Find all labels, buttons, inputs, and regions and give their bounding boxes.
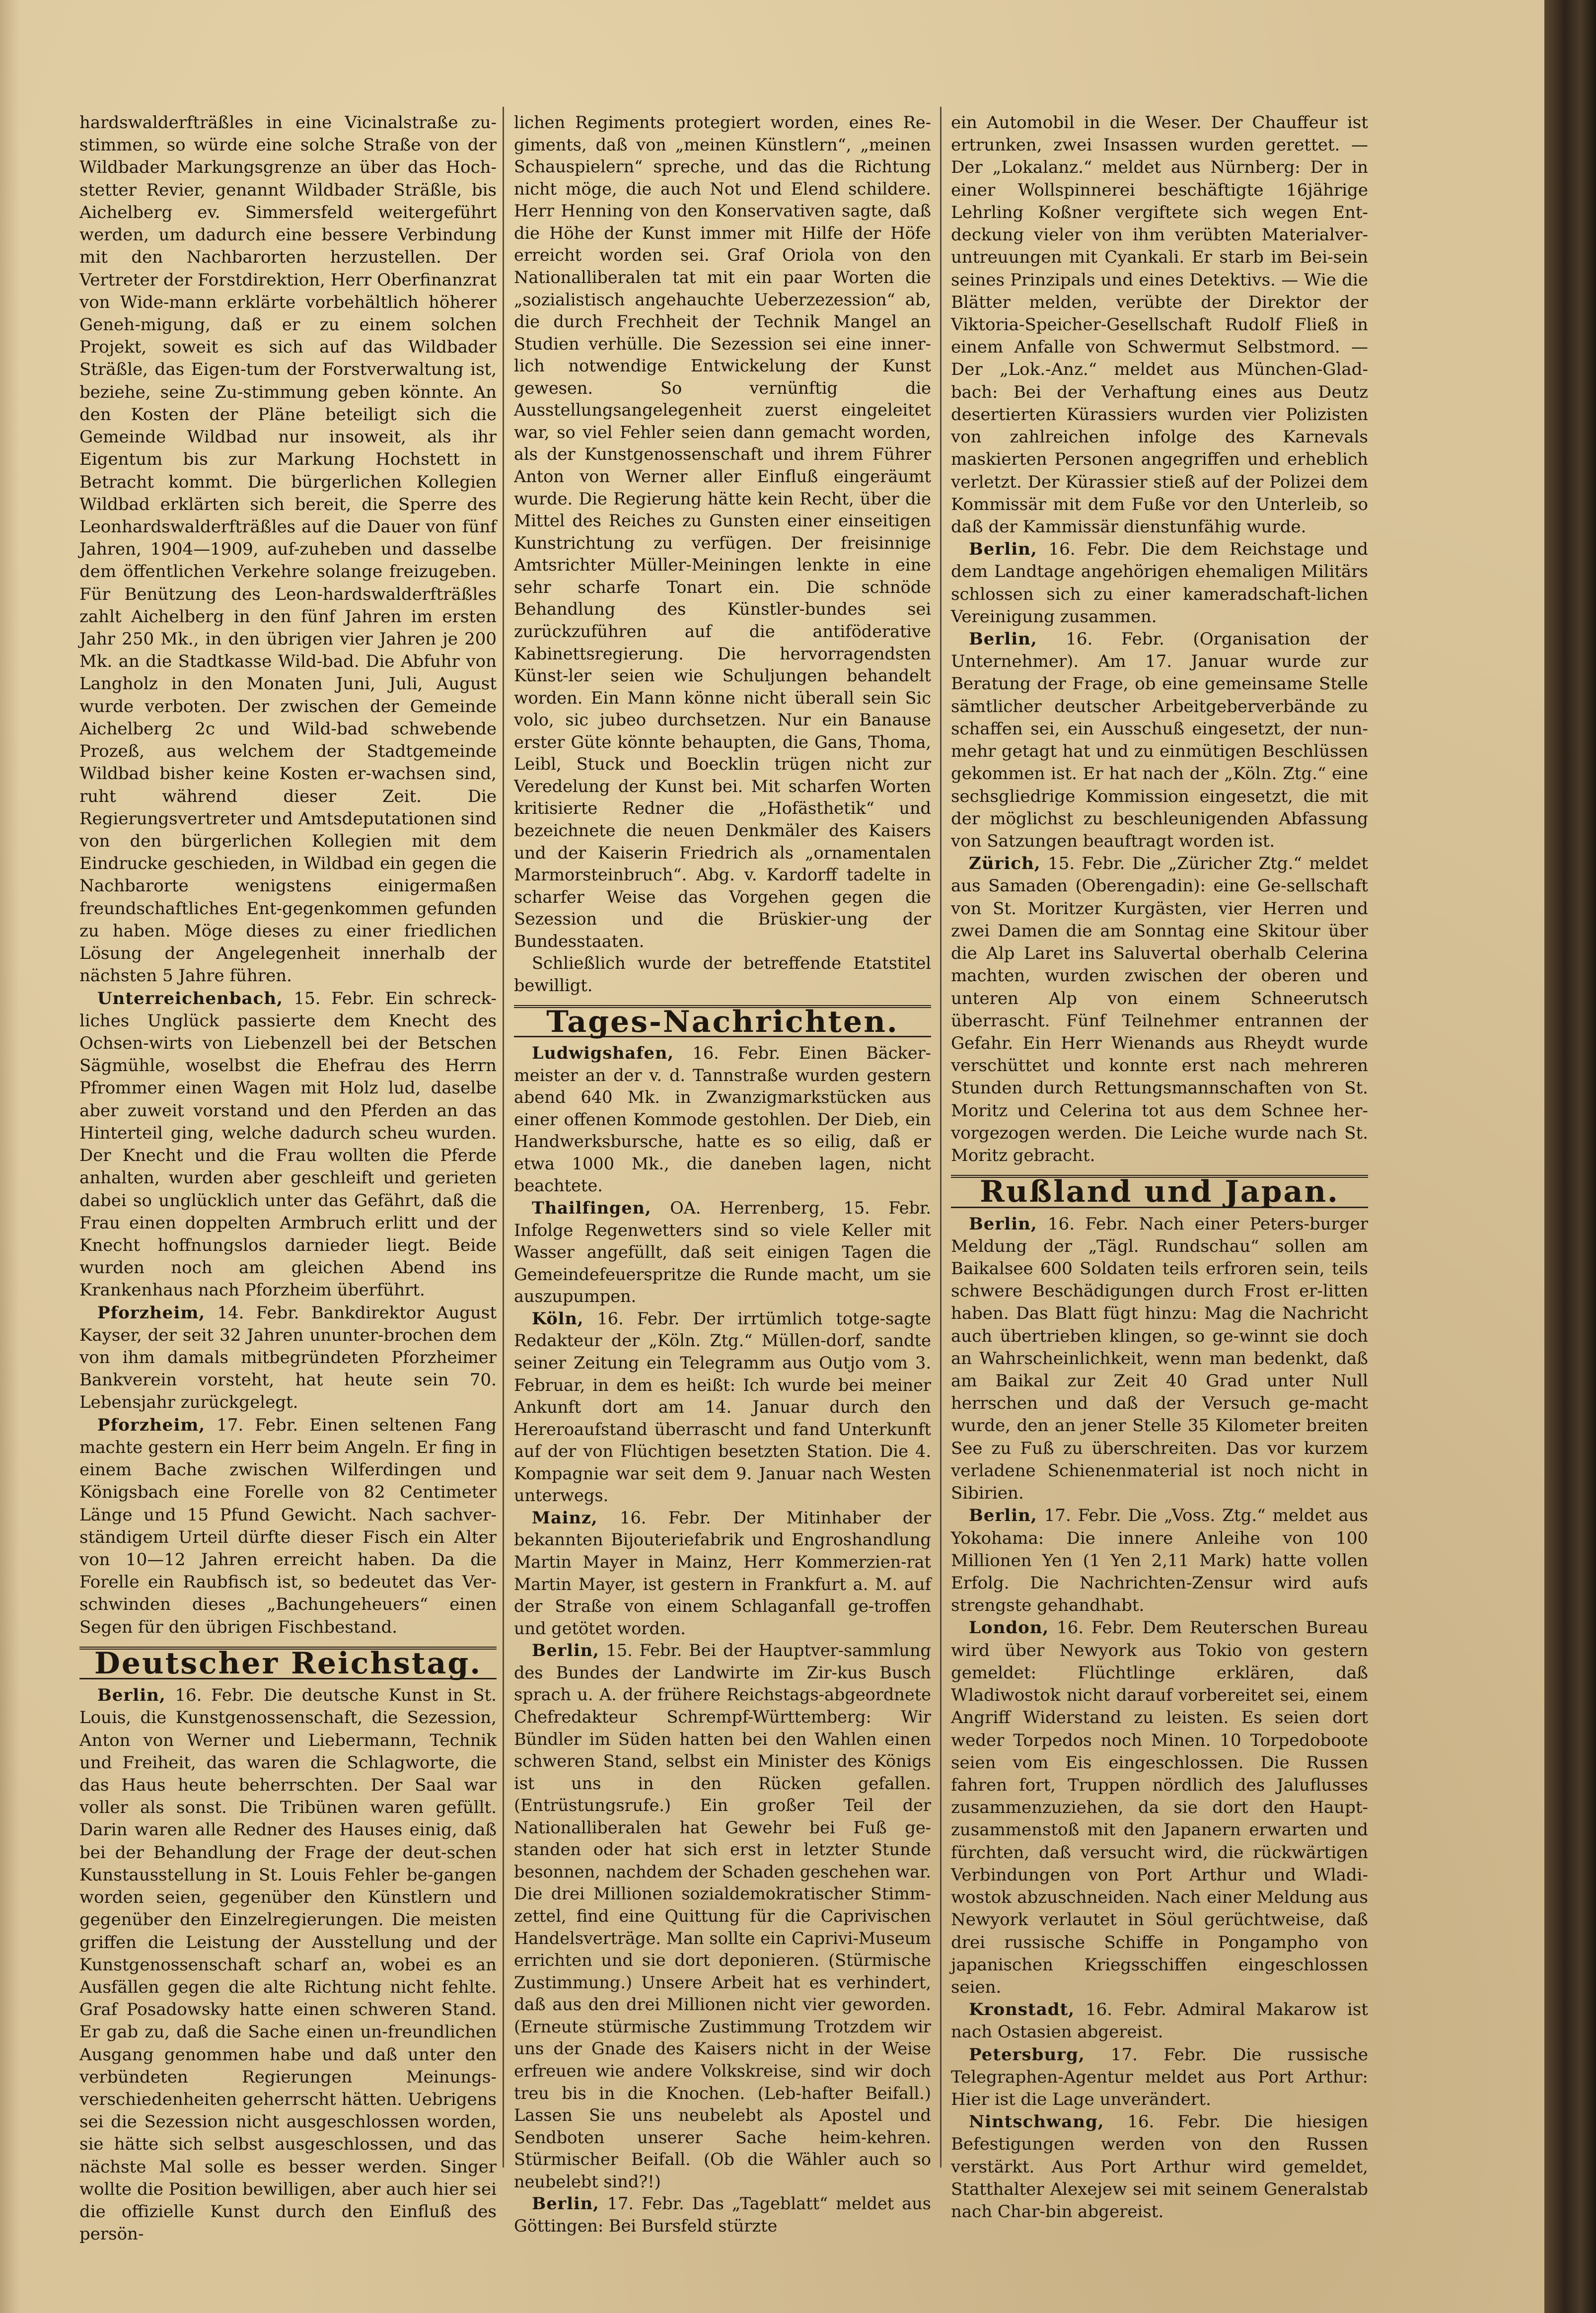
article-paragraph bbox=[514, 1640, 931, 2193]
article-text: 16. Febr. Der irrtümlich totge-sagte Redakteur der „Köln. Ztg.“ Müllen-dorf, sandte seiner Zeitung ein Telegramm aus Outjo vom 3. Februar, in dem es heißt: Ich wurde bei meiner Ankunft dort am 14. Januar durch den Hereroaufstand überrascht und fand Unterkunft auf der von Flüchtigen besetzten Station. Die 4. Kompagnie war seit dem 9. Januar nach Westen unterwegs. bbox=[514, 1308, 931, 1506]
article-text: hardswalderfträßles in eine Vicinalstraße zu-stimmen, so würde eine solche Straße von der Wildbader Markungsgrenze an über das Hoch-stetter Revier, genannt Wildbader Sträßle, bis Aichelberg ev. Simmersfeld weitergeführt werden, um dadurch eine bessere Verbindung mit den Nachbarorten herzustellen. Der Vertreter der Forstdirektion, Herr Oberfinanzrat von Wide-mann erklärte vorbehältlich höherer Geneh-migung, daß er zu einem solchen Projekt, soweit es sich auf das Wildbader Sträßle, das Eigen-tum der Forstverwaltung ist, beziehe, seine Zu-stimmung geben könnte. An den Kosten der Pläne beteiligt sich die Gemeinde Wildbad nur insoweit, als ihr Eigentum bis zur Markung Hochstett in Betracht kommt. Die bürgerlichen Kollegien Wildbad erklärten sich bereit, die Sperre des Leonhardswalderfträßles auf die Dauer von fünf Jahren, 1904—1909, auf-zuheben und dasselbe dem öffentlichen Verkehre solange freizugeben. Für Benützung des Leon-hardswalderfträßles zahlt Aichelberg in den fünf Jahren im ersten Jahr 250 Mk., in den übrigen vier Jahren je 200 Mk. an die Stadtkasse Wild-bad. Die Abfuhr von Langholz in den Monaten Juni, Juli, August wurde verboten. Der zwischen der Gemeinde Aichelberg 2c und Wild-bad schwebende Prozeß, aus welchem der Stadtgemeinde Wildbad bisher keine Kosten er-wachsen sind, ruht während dieser Zeit. Die Regierungsvertreter und Amtsdeputationen sind von den bürgerlichen Kollegien mit dem Eindrucke geschieden, in Wildbad ein gegen die Nachbarorte wenigstens einigermaßen freundschaftliches Ent-gegenkommen gefunden zu haben. Möge dieses zu einer friedlichen Lösung der Angelegenheit innerhalb der nächsten 5 Jahre führen. bbox=[79, 113, 497, 986]
article-dateline: Thailfingen, bbox=[532, 1198, 652, 1218]
article-dateline: Ludwigshafen, bbox=[532, 1043, 674, 1063]
article-dateline: Köln, bbox=[532, 1308, 584, 1328]
article-text: 16. Febr. Die hiesigen Befestigungen werden von den Russen verstärkt. Aus Port Arthur wird gemeldet, Statthalter Alexejew sei mit seinem Generalstab nach Char-bin abgereist. bbox=[951, 2112, 1368, 2222]
article-paragraph bbox=[79, 1414, 497, 1639]
article-paragraph bbox=[951, 2111, 1368, 2223]
article-paragraph bbox=[79, 112, 497, 988]
article-text: 16. Febr. Die deutsche Kunst in St. Louis, die Kunstgenossenschaft, die Sezession, Anton von Werner und Liebermann, Technik und Freiheit, das waren die Schlagworte, die das Haus heute beherrschten. Der Saal war voller als sonst. Die Tribünen waren gefüllt. Darin waren alle Redner des Hauses einig, daß bei der Behandlung der Frage der deut-schen Kunstausstellung in St. Louis Fehler be-gangen worden seien, gegenüber den Künstlern und gegenüber den Einzelregierungen. Die meisten griffen die Leistung der Ausstellung und der Kunstgenossenschaft scharf an, wobei es an Ausfällen gegen die alte Richtung nicht fehlte. Graf Posadowsky hatte einen schweren Stand. Er gab zu, daß die Sache einen un-freundlichen Ausgang genommen habe und daß unter den verbündeten Regierungen Meinungs-verschiedenheiten geherrscht hätten. Uebrigens sei die Sezession nicht ausgeschlossen worden, sie hätte sich selbst ausgeschlossen, und das nächste Mal solle es besser werden. Singer wollte die Position bewilligen, aber auch hier sei die offizielle Kunst durch den Einfluß des persön- bbox=[79, 1685, 497, 2244]
article-text: 16. Febr. Nach einer Peters-burger Meldung der „Tägl. Rundschau“ sollen am Baikalsee 600 Soldaten teils erfroren sein, teils schwere Beschädigungen durch Frost er-litten haben. Das Blatt fügt hinzu: Mag die Nachricht auch übertrieben klingen, so ge-winnt sie doch an Wahrscheinlichkeit, wenn man bedenkt, daß am Baikal zur Zeit 40 Grad unter Null herrschen und daß der Versuch ge-macht wurde, den an jener Stelle 35 Kilometer breiten See zu Fuß zu überschreiten. Das vor kurzem verladene Schienenmaterial ist noch nicht in Sibirien. bbox=[951, 1214, 1369, 1504]
column-rule-right bbox=[940, 107, 942, 2168]
article-dateline: Berlin, bbox=[969, 629, 1037, 650]
article-text: 16. Febr. Dem Reuterschen Bureau wird über Newyork aus Tokio von gestern gemeldet: Flüchtlinge erklären, daß Wladiwostok nicht darauf vorbereitet sei, einem Angriff Widerstand zu leisten. Es seien dort weder Torpedos noch Minen. 10 Torpedoboote seien vom Eis eingeschlossen. Die Russen fahren fort, Truppen nördlich des Jaluflusses zusammenzuziehen, da sie dort den Haupt-zusammenstoß mit den Japanern erwarten und fürchten, daß versucht wird, die rückwärtigen Verbindungen von Port Arthur und Wladi-wostok abzuschneiden. Nach einer Meldung aus Newyork verlautet in Söul gerüchtweise, daß drei russische Schiffe in Pongampho von japanischen Kriegsschiffen eingeschlossen seien. bbox=[951, 1618, 1368, 1997]
article-text: 15. Febr. Die „Züricher Ztg.“ meldet aus Samaden (Oberengadin): eine Ge-sellschaft von St. Moritzer Kurgästen, vier Herren und zwei Damen die am Sonntag eine Skitour über die Alp Laret ins Saluvertal oberhalb Celerina machten, wurden zwischen der oberen und unteren Alp von einem Schneerutsch überrascht. Fünf Teilnehmer entrannen der Gefahr. Ein Herr Wienands aus Rheydt wurde verschüttet und konnte erst nach mehreren Stunden durch Rettungsmannschaften von St. Moritz und Celerina tot aus dem Schnee her-vorgezogen werden. Die Leiche wurde nach St. Moritz gebracht. bbox=[951, 854, 1368, 1166]
article-paragraph bbox=[951, 1505, 1368, 1617]
article-paragraph bbox=[951, 1213, 1368, 1505]
article-text: 16. Febr. Die dem Reichstage und dem Landtage angehörigen ehemaligen Militärs schlossen sich zu einer kameradschaft-lichen Vereinigung zusammen. bbox=[951, 539, 1368, 627]
article-dateline: Nintschwang, bbox=[969, 2112, 1104, 2132]
article-dateline: Zürich, bbox=[969, 854, 1041, 874]
article-text: ein Automobil in die Weser. Der Chauffeur ist ertrunken, zwei Insassen wurden gerettet. — Der „Lokalanz.“ meldet aus Nürnberg: Der in einer Wollspinnerei beschäftigte 16jährige Lehrling Koßner vergiftete sich wegen Ent-deckung vieler von ihm verübten Materialver-untreuungen mit Cyankali. Er starb im Bei-sein seines Prinzipals und eines Detektivs. — Wie die Blätter melden, verübte der Direktor der Viktoria-Speicher-Gesellschaft Rudolf Fließ in einem Anfalle von Schwermut Selbstmord. — Der „Lok.-Anz.“ meldet aus München-Glad-bach: Bei der Verhaftung eines aus Deutz desertierten Kürassiers wurden vier Polizisten von zahlreichen infolge des Karnevals maskierten Personen angegriffen und erheblich verletzt. Der Kürassier stieß auf der Polizei dem Kommissär mit dem Fuße vor den Unterleib, so daß der Kammissär dienstunfähig wurde. bbox=[951, 113, 1368, 537]
article-dateline: Berlin, bbox=[969, 1214, 1037, 1234]
column-3 bbox=[951, 112, 1368, 2223]
book-binding-edge bbox=[1544, 0, 1596, 2313]
article-dateline: Petersburg, bbox=[969, 2044, 1085, 2065]
article-dateline: Kronstadt, bbox=[969, 2000, 1075, 2020]
article-dateline: Unterreichenbach, bbox=[97, 988, 283, 1009]
article-dateline: London, bbox=[969, 1618, 1049, 1638]
article-text: 17. Febr. Einen seltenen Fang machte gestern ein Herr beim Angeln. Er fing in einem Bache zwischen Wilferdingen und Königsbach eine Forelle von 82 Centimeter Länge und 15 Pfund Gewicht. Nach sachver-ständigem Urteil dürfte dieser Fisch ein Alter von 10—12 Jahren erreicht haben. Da die Forelle ein Raubfisch ist, so bedeutet das Ver-schwinden dieses „Bachungeheuers“ einen Segen für den übrigen Fischbestand. bbox=[79, 1415, 497, 1637]
article-dateline: Berlin, bbox=[969, 1506, 1037, 1526]
section-heading: Tages-Nachrichten. bbox=[514, 1005, 931, 1038]
article-text: 16. Febr. (Organisation der Unternehmer). Am 17. Januar wurde zur Beratung der Frage, ob eine gemeinsame Stelle sämtlicher deutscher Arbeitgeberverbände zu schaffen sei, ein Ausschuß eingesetzt, der nun-mehr getagt hat und zu einmütigen Beschlüssen gekommen ist. Er hat nach der „Köln. Ztg.“ eine sechsgliedrige Kommission eingesetzt, die mit der möglichst zu beschleunigenden Abfassung von Satzungen beauftragt worden ist. bbox=[951, 629, 1368, 851]
article-text: 17. Febr. Die russische Telegraphen-Agentur meldet aus Port Arthur: Hier ist die Lage unverändert. bbox=[951, 2044, 1368, 2110]
article-dateline: Berlin, bbox=[532, 2194, 599, 2214]
section-heading: Deutscher Reichstag. bbox=[79, 1647, 497, 1679]
article-paragraph bbox=[951, 112, 1368, 538]
article-paragraph bbox=[514, 2193, 931, 2237]
article-dateline: Berlin, bbox=[97, 1685, 166, 1706]
article-text: 16. Febr. Einen Bäcker-meister an der v. d. Tannstraße wurden gestern abend 640 Mk. in Zwanzigmarkstücken aus einer offenen Kommode gestohlen. Der Dieb, ein Handwerksbursche, hatte es so eilig, daß er etwa 1000 Mk., die daneben lagen, nicht beachtete. bbox=[514, 1043, 931, 1196]
article-paragraph bbox=[951, 1999, 1368, 2043]
article-text: 16. Febr. Admiral Makarow ist nach Ostasien abgereist. bbox=[951, 2000, 1369, 2042]
article-paragraph bbox=[514, 1197, 931, 1308]
article-text: 15. Febr. Bei der Hauptver-sammlung des Bundes der Landwirte im Zir-kus Busch sprach u. A. der frühere Reichstags-abgeordnete Chefredakteur Schrempf-Württemberg: Wir Bündler im Süden hatten bei den Wahlen einen schweren Stand, selbst ein Minister des Königs ist uns in den Rücken gefallen. (Entrüstungsrufe.) Ein großer Teil der Nationalliberalen hat Gewehr bei Fuß ge-standen oder hat sich erst in letzter Stunde besonnen, nachdem der Schaden geschehen war. Die drei Millionen sozialdemokratischer Stimm-zettel, find eine Quittung für die Caprivischen Handelsverträge. Man sollte ein Caprivi-Museum errichten und sie dort deponieren. (Stürmische Zustimmung.) Unsere Arbeit hat es verhindert, daß aus den drei Millionen nicht vier geworden. (Erneute stürmische Zustimmung Trotzdem wir uns der Gnade des Kaisers nicht in der Weise erfreuen wie andere Volkskreise, sind wir doch treu bis in die Knochen. (Leb-hafter Beifall.) Lassen Sie uns neubelebt als Apostel und Sendboten unserer Sache heim-kehren. Stürmischer Beifall. (Ob die Wähler auch so neubelebt sind?!) bbox=[514, 1641, 931, 2191]
article-text: 17. Febr. Die „Voss. Ztg.“ meldet aus Yokohama: Die innere Anleihe von 100 Millionen Yen (1 Yen 2,11 Mark) hatte vollen Erfolg. Die Nachrichten-Zensur wird aufs strengste gehandhabt. bbox=[951, 1506, 1368, 1616]
article-paragraph bbox=[79, 1302, 497, 1414]
article-dateline: Berlin, bbox=[532, 1641, 599, 1661]
article-paragraph bbox=[951, 2044, 1368, 2111]
article-text: 17. Febr. Das „Tageblatt“ meldet aus Göttingen: Bei Bursfeld stürzte bbox=[514, 2194, 931, 2236]
column-rule-left bbox=[503, 107, 504, 2168]
section-heading: Rußland und Japan. bbox=[951, 1175, 1368, 1208]
article-text: 14. Febr. Bankdirektor August Kayser, der seit 32 Jahren ununter-brochen dem von ihm damals mitbegründeten Pforzheimer Bankverein vorsteht, hat heute sein 70. Lebensjahr zurückgelegt. bbox=[79, 1302, 497, 1413]
article-paragraph bbox=[951, 538, 1368, 628]
article-paragraph bbox=[514, 1042, 931, 1197]
article-dateline: Mainz, bbox=[532, 1508, 598, 1527]
article-text: 15. Febr. Ein schreck-liches Unglück passierte dem Knecht des Ochsen-wirts von Liebenzell bei der Betschen Sägmühle, woselbst die Ehefrau des Herrn Pfrommer einen Wagen mit Holz lud, daselbe aber zuweit vorstand und den Pferden an das Hinterteil ging, welche dadurch scheu wurden. Der Knecht und die Frau wollten die Pferde anhalten, wurden aber geschleift und gerieten dabei so unglücklich unter das Gefährt, daß die Frau einen doppelten Armbruch erlitt und der Knecht hoffnungslos darnieder liegt. Beide wurden noch am gleichen Abend ins Krankenhaus nach Pforzheim überführt. bbox=[79, 988, 497, 1301]
article-dateline: Pforzheim, bbox=[97, 1415, 206, 1435]
article-text: Schließlich wurde der betreffende Etatstitel bewilligt. bbox=[514, 953, 931, 995]
article-text: OA. Herrenberg, 15. Febr. Infolge Regenwetters sind so viele Keller mit Wasser angefüllt, daß seit einigen Tagen die Gemeindefeuerspritze die Runde macht, um sie auszupumpen. bbox=[514, 1198, 931, 1306]
article-text: 16. Febr. Der Mitinhaber der bekannten Bijouteriefabrik und Engroshandlung Martin Mayer in Mainz, Herr Kommerzien-rat Martin Mayer, ist gestern in Frankfurt a. M. auf der Straße von einem Schlaganfall ge-troffen und getötet worden. bbox=[514, 1508, 931, 1638]
article-paragraph bbox=[951, 853, 1368, 1167]
article-paragraph bbox=[514, 112, 931, 952]
column-2 bbox=[514, 112, 931, 2237]
article-paragraph bbox=[514, 952, 931, 997]
article-paragraph bbox=[951, 1617, 1368, 1999]
article-paragraph bbox=[951, 628, 1368, 853]
column-1 bbox=[79, 112, 497, 2246]
article-dateline: Berlin, bbox=[969, 539, 1037, 560]
article-paragraph bbox=[514, 1507, 931, 1640]
article-dateline: Pforzheim, bbox=[97, 1302, 206, 1323]
article-paragraph bbox=[79, 988, 497, 1302]
article-paragraph bbox=[514, 1308, 931, 1507]
article-text: lichen Regiments protegiert worden, eines Re-giments, daß von „meinen Künstlern“, „meinen Schauspielern“ spreche, und das die Richtung nicht möge, die auch Not und Elend schildere. Herr Henning von den Konservativen sagte, daß die Höhe der Kunst immer mit Hilfe der Höfe erreicht worden sei. Graf Oriola von den Nationalliberalen tat mit ein paar Worten die „sozialistisch angehauchte Ueberzezession“ ab, die durch Frechheit der Technik Mangel an Studien verhülle. Die Sezession sei eine inner-lich notwendige Entwickelung der Kunst gewesen. So vernünftig die Ausstellungsangelegenheit zuerst eingeleitet war, so viel Fehler seien dann gemacht worden, als der Kunstgenossenschaft und ihrem Führer Anton von Werner aller Einfluß eingeräumt wurde. Die Regierung hätte kein Recht, über die Mittel des Reiches zu Gunsten einer einseitigen Kunstrichtung zu verfügen. Der freisinnige Amtsrichter Müller-Meiningen lenkte in eine sehr scharfe Tonart ein. Die schnöde Behandlung des Künstler-bundes sei zurückzuführen auf die antiföderative Kabinettsregierung. Die hervorragendsten Künst-ler seien wie Schuljungen behandelt worden. Ein Mann könne nicht überall sein Sic volo, sic jubeo durchsetzen. Nur ein Banause erster Güte könnte behaupten, die Gans, Thoma, Leibl, Stuck und Boecklin trügen nicht zur Veredelung der Kunst bei. Mit scharfen Worten kritisierte Redner die „Hofästhetik“ und bezeichnete die neuen Denkmäler des Kaisers und der Kaiserin Friedrich als „ornamentalen Marmorsteinbruch“. Abg. v. Kardorff tadelte in scharfer Weise das Vorgehen gegen die Sezession und die Brüskier-ung der Bundesstaaten. bbox=[514, 113, 931, 951]
article-paragraph bbox=[79, 1684, 497, 2245]
